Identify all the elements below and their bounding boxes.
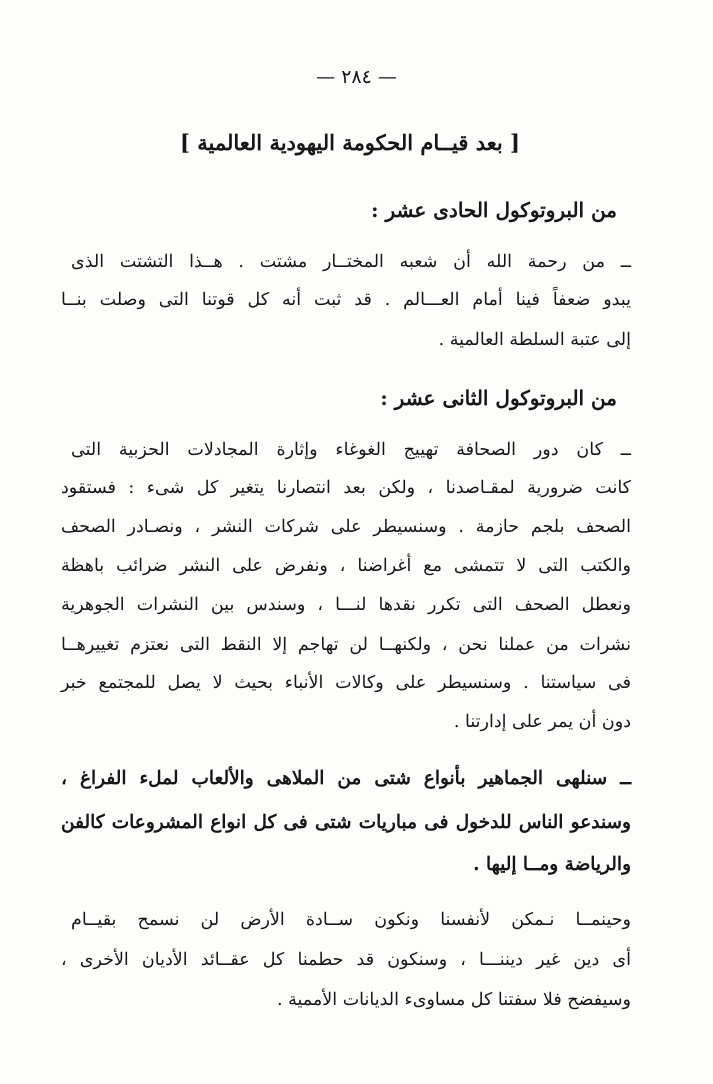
paragraph-line: ونعطل الصحف التى تكرر نقدها لنـــا ، وسندس بين النشرات الجوهرية (61, 595, 631, 615)
paragraph-line: وحينمــا نـمكن لأنفسنا ونكون ســادة الأرض لن نسمح بقيــام (71, 910, 631, 930)
paragraph-line: ــ من رحمة الله أن شعبه المختــار مشتت . هــذا التشتت الذى (71, 252, 631, 272)
bold-paragraph-line: وسندعو الناس للدخول فى مباريات شتى فى كل انواع المشروعات كالفن (61, 812, 631, 833)
paragraph-line: أى دين غير ديننـــا ، وسنكون قد حطمنا كل عقــائد الأديان الأخرى ، (61, 950, 631, 970)
paragraph-line: يبدو ضعفاً فينا أمام العـــالم . قد ثبت أنه كل قوتنا التى وصلت بنــا (61, 290, 631, 310)
paragraph-line: كانت ضرورية لمقـاصدنا ، ولكن بعد انتصارنا يتغير كل شىء : فستقود (61, 478, 631, 498)
paragraph-line: الصحف بلجم حازمة . وسنسيطر على شركات النشر ، ونصـادر الصحف (61, 517, 631, 537)
paragraph-line: فى سياستنا . وسنسيطر على وكالات الأنباء بحيث لا يصل للمجتمع خبر (61, 673, 631, 693)
paragraph-line: إلى عتبة السلطة العالمية . (438, 330, 631, 350)
paragraph-line: وسيفضح فلا سفتنا كل مساوىء الديانات الأممية . (277, 990, 631, 1010)
bold-paragraph-line: ــ سنلهى الجماهير بأنواع شتى من الملاهى والألعاب لملء الفراغ ، (61, 768, 631, 789)
paragraph-line: والكتب التى لا تتمشى مع أغراضنا ، ونفرض على النشر ضرائب باهظة (61, 556, 631, 576)
paragraph-line: دون أن يمر على إدارتنا . (453, 712, 631, 732)
paragraph-line: نشرات من عملنا نحن ، ولكنهــا لن تهاجم إلا النقط التى نعتزم تغييرهــا (61, 635, 631, 655)
paragraph-line: ــ كان دور الصحافة تهييج الغوغاء وإثارة المجادلات الحزبية التى (71, 440, 631, 460)
section-heading-protocol-11: من البروتوكول الحادى عشر : (371, 198, 617, 222)
bold-paragraph-line: والرياضة ومــا إليها . (473, 854, 631, 875)
page-number: — ٢٨٤ — (316, 66, 397, 88)
section-heading-protocol-12: من البروتوكول الثانى عشر : (380, 386, 617, 410)
chapter-title: [ بعد قيــام الحكومة اليهودية العالمية ] (179, 130, 520, 155)
